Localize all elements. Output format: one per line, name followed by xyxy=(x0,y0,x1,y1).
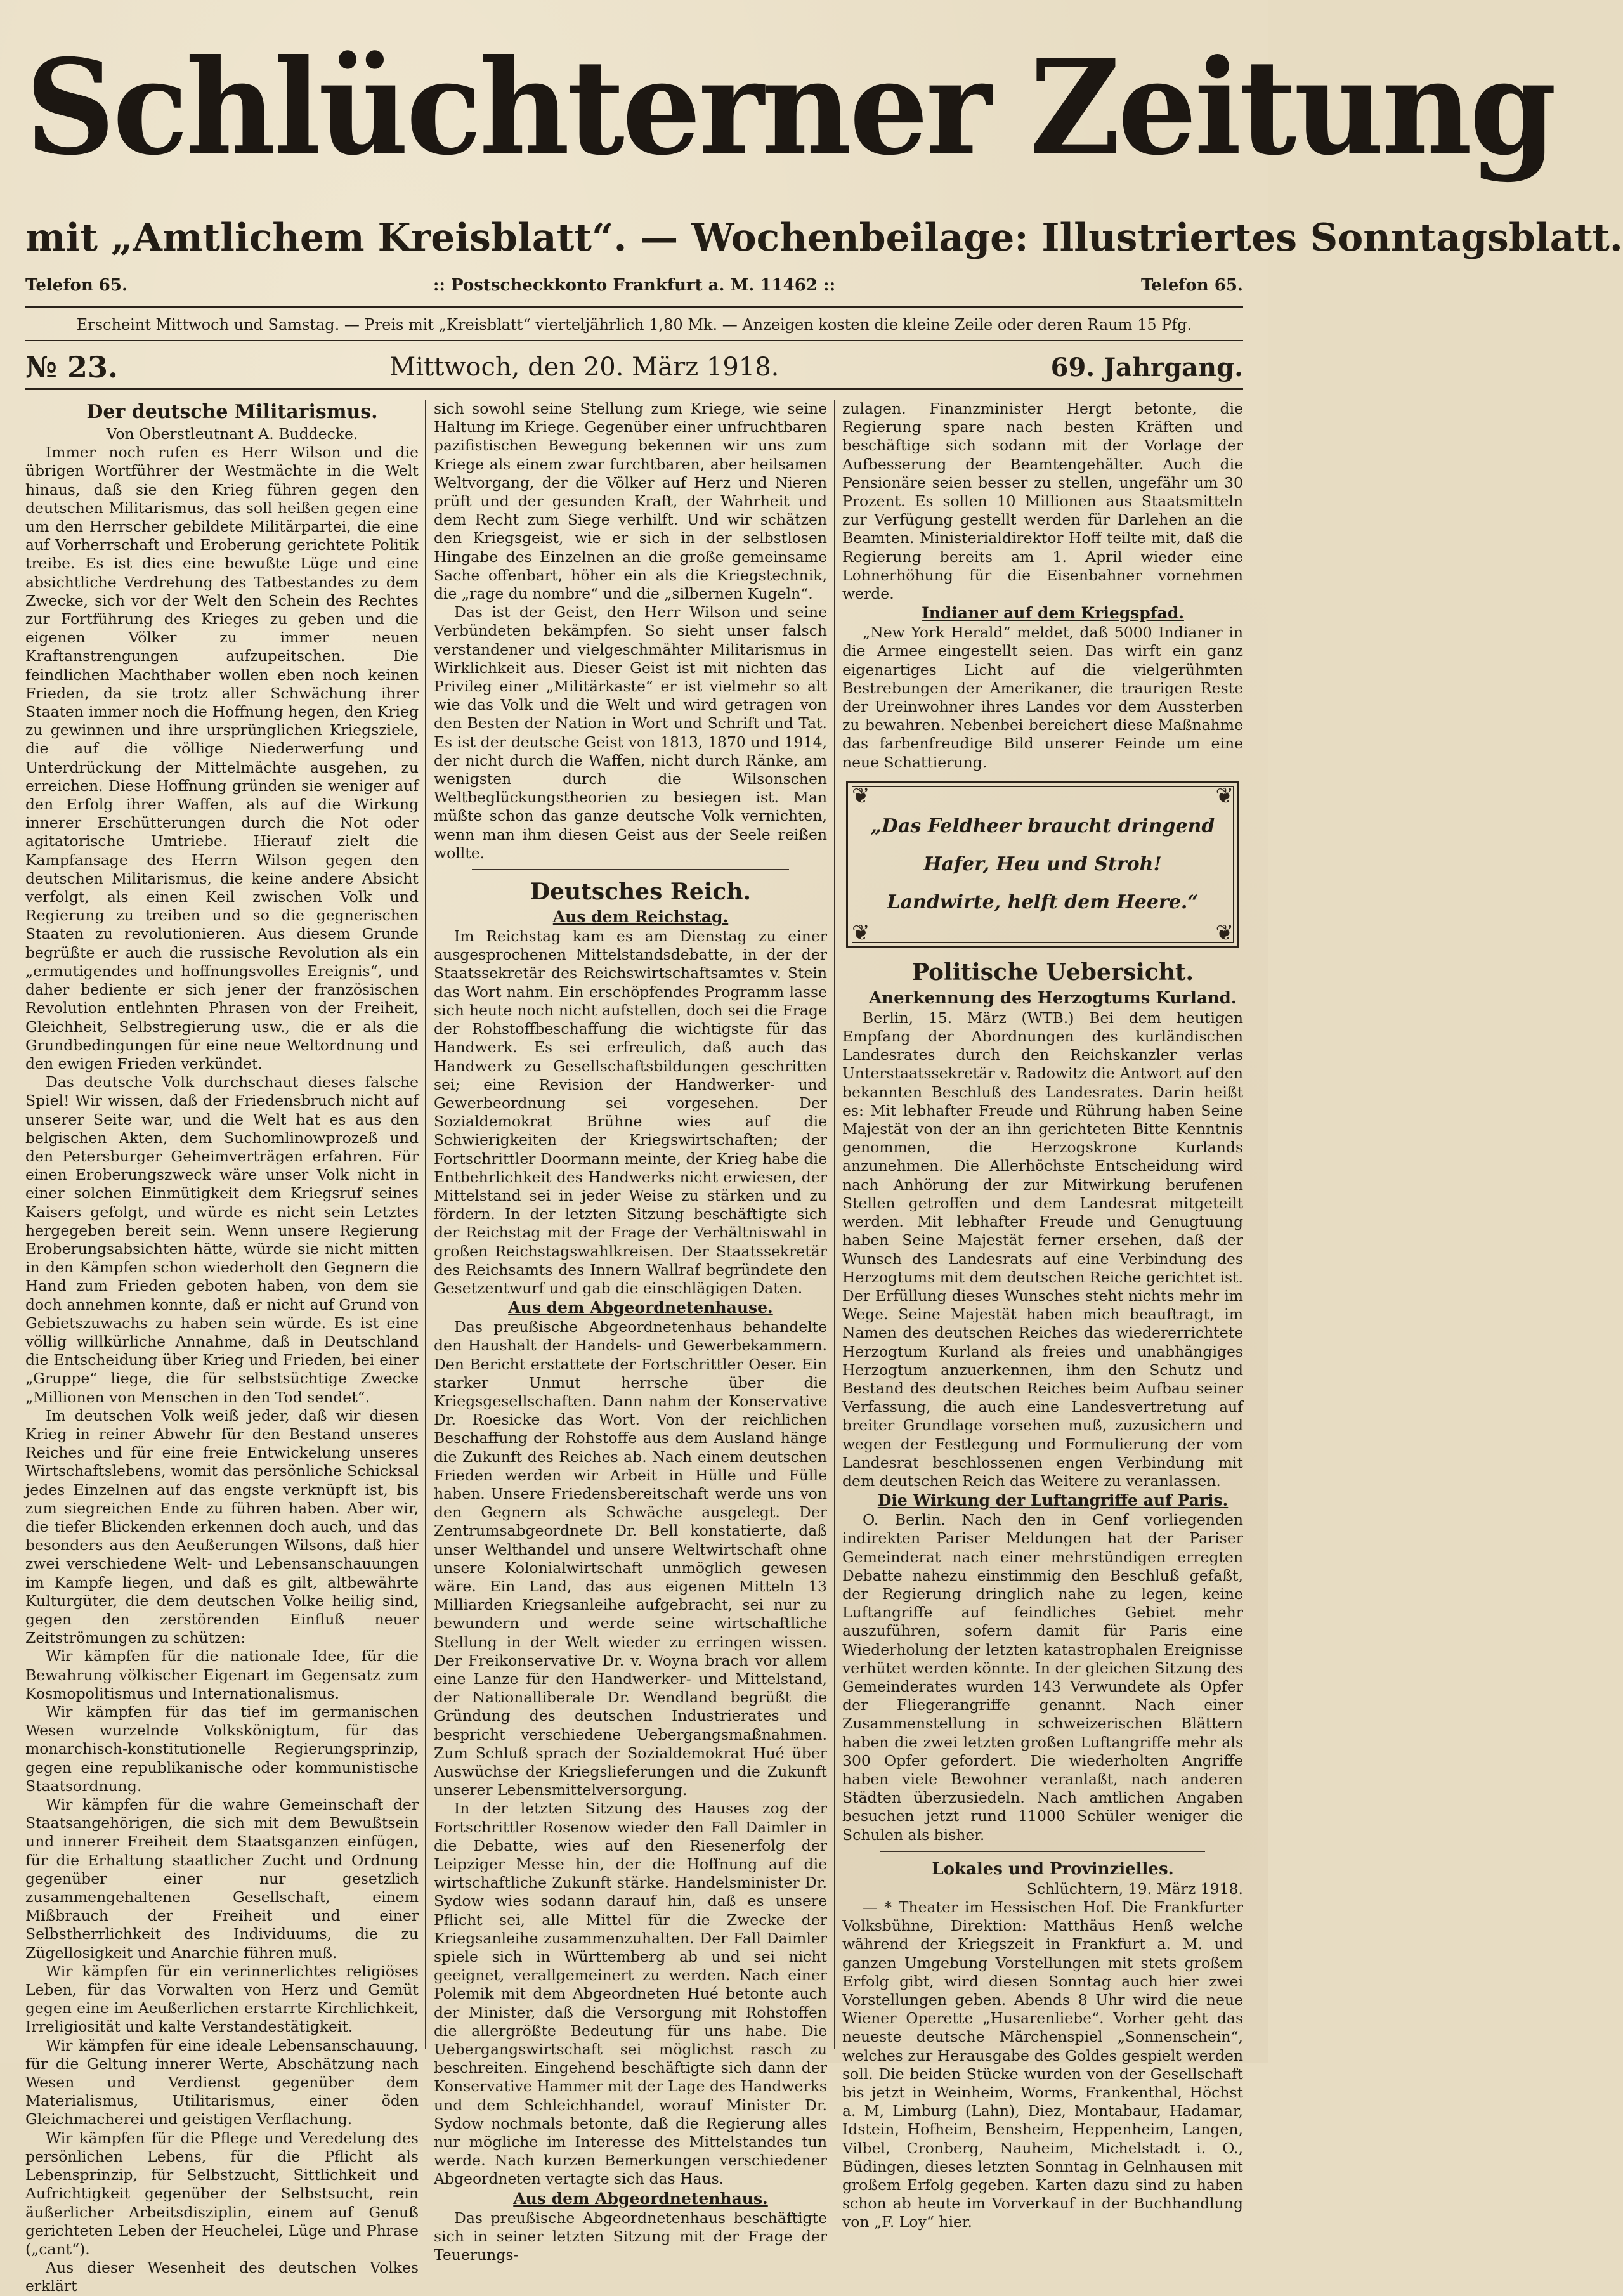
notice-line: „Das Feldheer braucht dringend xyxy=(870,814,1215,837)
issue-dateline xyxy=(25,349,1243,386)
paragraph: Im deutschen Volk weiß jeder, daß wir diesen Krieg in reiner Abwehr für den Bestand unseres Reiches und für eine freie Entwickelung unseres Wirtschaftslebens, womit das persönliche Schicksal jedes Einzelnen auf das engste verknüpft ist, bis zum siegreichen Ende zu führen haben. Aber wir, die tiefer Blickenden erkennen doch auch, und das besonders aus den Aeußerungen Wilsons, daß hier zwei verschiedene Welt- und Lebensanschauungen im Kampfe liegen, und daß es gilt, altbewährte Kulturgüter, die dem deutschen Volke heilig sind, gegen den zerstörenden Einfluß neuer Zeitströmungen zu schützen: xyxy=(25,1406,419,1647)
paragraph: Das ist der Geist, den Herr Wilson und seine Verbündeten bekämpfen. So sieht unser falsch verstandener und vielgeschmähter Militarismus in Wirklichkeit aus. Dieser Geist ist mit nichten das Privileg einer „Militärkaste“ er ist vielmehr so alt wie das Volk und die Welt und wird getragen von den Besten der Nation in Wort und Schrift und Tat. Es ist der deutsche Geist von 1813, 1870 und 1914, der nicht durch die Waffen, nicht durch Ränke, am wenigsten durch die Wilsonschen Weltbeglückungstheorien zu besiegen ist. Man müßte schon das ganze deutsche Volk vernichten, wenn man ihm diesen Geist aus der Seele reißen wollte. xyxy=(434,603,827,862)
masthead-subtitle: mit „Amtlichem Kreisblatt“. — Wochenbeilage: Illustriertes Sonntagsblatt. xyxy=(25,216,1623,260)
column-rule-1 xyxy=(425,400,426,2049)
postscheck-account: :: Postscheckkonto Frankfurt a. M. 11462 :: xyxy=(433,276,836,295)
paragraph: Wir kämpfen für die wahre Gemeinschaft der Staatsangehörigen, die sich mit dem Bewußtsein und innerer Freiheit dem Staatsganzen einfügen, für die Erhaltung staatlicher Zucht und Ordnung gegenüber einer nur gesetzlich zusammengehaltenen Gesellschaft, einem Mißbrauch der Freiheit und einer Selbstherrlichkeit des Individuums, die zu Zügellosigkeit und Anarchie führen muß. xyxy=(25,1796,419,1962)
paragraph: Wir kämpfen für die Pflege und Veredelung des persönlichen Lebens, für die Pflicht als Lebensprinzip, für Selbstzucht, Sittlichkeit und Aufrichtigkeit gegenüber der Selbstsucht, rein äußerlicher Arbeitsdisziplin, einem auf Genuß gerichteten Leben der Heuchelei, Lüge und Phrase („cant“). xyxy=(25,2129,419,2258)
paragraph: Immer noch rufen es Herr Wilson und die übrigen Wortführer der Westmächte in die Welt hinaus, daß sie den Krieg führen gegen den deutschen Militarismus, das soll heißen gegen eine um den Herrscher gebildete Militärpartei, die eine auf Vorherrschaft und Eroberung gerichtete Politik treibe. Es ist dies eine bewußte Lüge und eine absichtliche Verdrehung des Tatbestandes zu dem Zwecke, sich vor der Welt den Schein des Rechtes zur Fortführung des Krieges zu geben und die eigenen Völker zu immer neuen Kraftanstrengungen aufzupeitschen. Die feindlichen Machthaber wollen eben noch keinen Frieden, da sie trotz aller Schwächung ihrer Staaten immer noch die Hoffnung hegen, den Krieg zu gewinnen und ihre ursprünglichen Kriegsziele, die auf die völlige Niederwerfung und Unterdrückung der Mittelmächte ausgehen, zu erreichen. Diese Hoffnung gründen sie weniger auf den Erfolg ihrer Waffen, als auf die Wirkung innerer Erschütterungen durch die Not oder agitatorische Umtriebe. Hierauf zielt die Kampfansage des Herrn Wilson gegen den deutschen Militarismus, die keine andere Absicht verfolgt, als einen Keil zwischen Volk und Regierung zu treiben und so die gegnerischen Staaten zu revolutionieren. Aus diesem Grunde begrüßte er auch die russische Revolution als ein „ermutigendes und hoffnungsvolles Ereignis“, und daher bediente er sich jener der französischen Revolution entlehnten Phrasen von der Freiheit, Gleichheit, Selbstregierung usw., die er als die Grundbedingungen für eine neue Weltordnung und den ewigen Frieden verkündet. xyxy=(25,443,419,1073)
ornamental-notice-box xyxy=(846,781,1239,948)
rule-top xyxy=(25,306,1243,308)
paragraph: Das preußische Abgeordnetenhaus behandelte den Haushalt der Handels- und Gewerbekammern. Den Bericht erstattete der Fortschrittler Oeser. Ein starker Unmut herrsche über die Kriegsgesellschaften. Dann nahm der Konservative Dr. Roesicke das Wort. Von der reichlichen Beschaffung der Rohstoffe aus dem Ausland hänge die Zukunft des Reiches ab. Nach einem deutschen Frieden werden wir Arbeit in Hülle und Fülle haben. Unsere Friedensbereitschaft werde uns von den Gegnern als Schwäche ausgelegt. Der Zentrumsabgeordnete Dr. Bell konstatierte, daß unser Welthandel und unsere Weltwirtschaft ohne unsere Kolonialwirtschaft unmöglich gewesen wäre. Ein Land, das aus eigenen Mitteln 13 Milliarden Kriegsanleihe aufgebracht, sei nur zu bewundern und werde seine wirtschaftliche Stellung in der Welt wieder zu erringen wissen. Der Freikonservative Dr. v. Woyna brach vor allem eine Lanze für den Handwerker- und Mittelstand, der Nationalliberale Dr. Wendland begrüßt die Gründung des deutschen Industrierates und bespricht verschiedene Uebergangsmaßnahmen. Zum Schluß sprach der Sozialdemokrat Hué über Auswüchse der Kriegslieferungen und die Zukunft unserer Lebensmittelversorgung. xyxy=(434,1318,827,1799)
paragraph: sich sowohl seine Stellung zum Kriege, wie seine Haltung im Kriege. Gegenüber einer unfruchtbaren pazifistischen Bewegung bekennen wir uns zum Kriege als einem zwar furchtbaren, aber heilsamen Weltvorgang, der die Völker auf Herz und Nieren prüft und der gesunden Kraft, der Wahrheit und dem Recht zum Siege verhilft. Und wir schätzen den Kriegsgeist, wie er sich in der selbstlosen Hingabe des Einzelnen an die große gemeinsame Sache offenbart, höher ein als die Kriegstechnik, die „rage du nombre“ und die „silbernen Kugeln“. xyxy=(434,400,827,603)
column-rule-2 xyxy=(834,400,835,2049)
rule-dateline xyxy=(25,388,1243,390)
notice-line: Landwirte, helft dem Heere.“ xyxy=(887,890,1199,913)
subscription-terms: Erscheint Mittwoch und Samstag. — Preis mit „Kreisblatt“ vierteljährlich 1,80 Mk. — Anzeigen kosten die kleine Zeile oder deren Raum 15 Pfg. xyxy=(76,316,1192,334)
section-heading-deutsches-reich: Deutsches Reich. xyxy=(530,878,752,906)
telefon-right: Telefon 65. xyxy=(1140,276,1243,295)
subheading-reichstag: Aus dem Reichstag. xyxy=(552,908,729,927)
paragraph: „New York Herald“ meldet, daß 5000 Indianer in die Armee eingestellt seien. Das wirft ein ganz eigenartiges Licht auf die vielgerühmten Bestrebungen der Amerikaner, die traurigen Reste der Ureinwohner ihres Landes vor dem Aussterben zu bewahren. Nebenbei bereichert diese Maßnahme das farbenfreudige Bild unserer Feinde um eine neue Schattierung. xyxy=(842,623,1243,771)
separator xyxy=(880,1851,1205,1852)
paragraph: Das preußische Abgeordnetenhaus beschäftigte sich in seiner letzten Sitzung mit der Frage der Teuerungs- xyxy=(434,2208,827,2264)
column-3 xyxy=(842,400,1243,2231)
paragraph: Wir kämpfen für das tief im germanischen Wesen wurzelnde Volkskönigtum, für das monarchisch-konstitutionelle Regierungsprinzip, gegen eine republikanische oder kommunistische Staatsordnung. xyxy=(25,1703,419,1795)
newspaper-masthead: Schlüchterner Zeitung xyxy=(25,31,1555,185)
column-1 xyxy=(25,400,419,2295)
rule-terms xyxy=(25,340,1243,341)
ornament-corner-icon: ❦ xyxy=(852,920,870,946)
paragraph: zulagen. Finanzminister Hergt betonte, die Regierung spare nach besten Kräften und beschäftige sich sodann mit der Vorlage der Aufbesserung der Beamtengehälter. Auch die Pensionäre seien besser zu stellen, ungefähr um 30 Prozent. Es sollen 10 Millionen aus Staatsmitteln zur Verfügung gestellt werden für Darlehen an die Beamten. Ministerialdirektor Hoff teilte mit, daß die Regierung bereits am 1. April wieder eine Lohnerhöhung für die Eisenbahner vornehmen werde. xyxy=(842,400,1243,603)
paragraph: Wir kämpfen für ein verinnerlichtes religiöses Leben, für das Vorwalten von Herz und Gemüt gegen eine im Aeußerlichen erstarrte Kirchlichkeit, Irreligiosität und kalte Verstandestätigkeit. xyxy=(25,1962,419,2036)
article-byline: Von Oberstleutnant A. Buddecke. xyxy=(106,425,358,443)
telefon-left: Telefon 65. xyxy=(25,276,128,295)
ornament-corner-icon: ❦ xyxy=(1215,783,1234,809)
ornament-corner-icon: ❦ xyxy=(1215,920,1234,946)
subheading-kurland: Anerkennung des Herzogtums Kurland. xyxy=(869,988,1237,1008)
issue-number: № 23. xyxy=(25,350,119,384)
subheading-luftangriffe: Die Wirkung der Luftangriffe auf Paris. xyxy=(877,1491,1229,1510)
subheading-lokales: Lokales und Provinzielles. xyxy=(932,1859,1174,1879)
paragraph: Wir kämpfen für die nationale Idee, für die Bewahrung völkischer Eigenart im Gegensatz zum Kosmopolitismus und Internationalismus. xyxy=(25,1647,419,1702)
paragraph: O. Berlin. Nach den in Genf vorliegenden indirekten Pariser Meldungen hat der Pariser Gemeinderat nach einer mehrstündigen erregten Debatte nahezu einstimmig den Beschluß gefaßt, der Regierung dringlich nahe zu legen, keine Luftangriffe auf feindliches Gebiet mehr auszuführen, sofern damit für Paris eine Wiederholung der letzten katastrophalen Ereignisse verhütet werden könnte. In der gleichen Sitzung des Gemeinderates wurden 143 Verwundete als Opfer der Fliegerangriffe genannt. Nach einer Zusammenstellung in schweizerischen Blättern haben die zwei letzten großen Luftangriffe mehr als 300 Opfer gefordert. Die wiederholten Angriffe haben viele Bewohner veranlaßt, nach anderen Städten überzusiedeln. Nach amtlichen Angaben besuchen jetzt rund 11000 Schüler weniger die Schulen als bisher. xyxy=(842,1511,1243,1844)
contact-line xyxy=(25,273,1243,298)
volume-year: 69. Jahrgang. xyxy=(1050,352,1243,382)
ornament-corner-icon: ❦ xyxy=(852,783,870,809)
section-heading-politische-uebersicht: Politische Uebersicht. xyxy=(911,958,1194,986)
paragraph: Aus dieser Wesenheit des deutschen Volkes erklärt xyxy=(25,2259,419,2295)
paragraph: In der letzten Sitzung des Hauses zog der Fortschrittler Rosenow wieder den Fall Daimler in die Debatte, wies auf den Riesenerfolg der Leipziger Messe hin, der die Hoffnung auf die wirtschaftliche Zukunft stärke. Handelsminister Dr. Sydow wies sodann darauf hin, daß es unsere Pflicht sei, alle Mittel für die Zwecke der Kriegsanleihe zusammenzuhalten. Der Fall Daimler spiele sich in Württemberg ab und sei nicht geeignet, verallgemeinert zu werden. Nach einer Polemik mit dem Abgeordneten Hué betonte auch der Minister, daß die Versorgung mit Rohstoffen die allergrößte Bedeutung für uns habe. Die Uebergangswirtschaft sei möglichst rasch zu beschreiten. Eingehend beschäftigte sich dann der Konservative Hammer mit der Lage des Handwerks und dem Schleichhandel, worauf Minister Dr. Sydow nochmals betonte, daß die Regierung alles nur mögliche im Interesse des Mittelstandes tun werde. Nach kurzen Bemerkungen verschiedener Abgeordneten vertagte sich das Haus. xyxy=(434,1799,827,2188)
article-heading-militarismus: Der deutsche Militarismus. xyxy=(86,401,378,423)
subheading-abgeordnetenhaus: Aus dem Abgeordnetenhaus. xyxy=(513,2189,768,2208)
paragraph: Wir kämpfen für eine ideale Lebensanschauung, für die Geltung innerer Werte, Abschätzung nach Wesen und Verdienst gegenüber dem Materialismus, Utilitarismus, einer öden Gleichmacherei und geistigen Verflachung. xyxy=(25,2036,419,2129)
paragraph: Berlin, 15. März (WTB.) Bei dem heutigen Empfang der Abordnungen des kurländischen Landesrates durch den Reichskanzler verlas Unterstaatssekretär v. Radowitz die Antwort auf den bekannten Beschluß des Landesrates. Darin heißt es: Mit lebhafter Freude und Rührung haben Seine Majestät von der an ihn gerichteten Bitte Kenntnis genommen, die Herzogskrone Kurlands anzunehmen. Die Allerhöchste Entscheidung wird nach Anhörung der zur Mitwirkung berufenen Stellen getroffen und dem Landesrat mitgeteilt werden. Mit lebhafter Freude und Genugtuung haben Seine Majestät ferner ersehen, daß der Wunsch des Landesrats auf eine Verbindung des Herzogtums mit dem deutschen Reiche gerichtet ist. Der Erfüllung dieses Wunsches steht nichts mehr im Wege. Seine Majestät haben mich beauftragt, im Namen des deutschen Reiches das wiedererrichtete Herzogtum Kurland als freies und unabhängiges Herzogtum anzuerkennen, ihm den Schutz und Bestand des deutschen Reiches beim Aufbau seiner Verfassung, die auch eine Landesvertretung auf breiter Grundlage vorsehen muß, zuzusichern und wegen der Festlegung und Formulierung der vom Landesrat beschlossenen engen Verbindung mit dem deutschen Reich das Weitere zu veranlassen. xyxy=(842,1008,1243,1490)
issue-date: Mittwoch, den 20. März 1918. xyxy=(389,353,779,382)
paragraph: Das deutsche Volk durchschaut dieses falsche Spiel! Wir wissen, daß der Friedensbruch nicht auf unserer Seite war, und die Welt hat es aus den belgischen Akten, dem Suchomlinowprozeß und den Petersburger Geheimverträgen erfahren. Für einen Eroberungszweck wäre unser Volk nicht in einer solchen Einmütigkeit dem Kriegsruf seines Kaisers gefolgt, und würde es nicht sein Letztes hergegeben bereit sein. Wenn unsere Regierung Eroberungsabsichten hätte, würde sie nicht mitten in den Kämpfen schon wiederholt den Gegnern die Hand zum Frieden geboten haben, von dem sie doch annehmen konnte, daß er nicht auf Grund von Gebietszuwachs zu haben sein würde. Es ist eine völlig willkürliche Annahme, daß in Deutschland die Entscheidung über Krieg und Frieden, bei einer „Gruppe“ liege, die für selbstsüchtige Zwecke „Millionen von Menschen in den Tod sendet“. xyxy=(25,1073,419,1406)
subheading-abgeordnetenhause: Aus dem Abgeordnetenhause. xyxy=(508,1298,773,1317)
local-dateline: Schlüchtern, 19. März 1918. xyxy=(1026,1879,1243,1898)
paragraph: Im Reichstag kam es am Dienstag zu einer ausgesprochenen Mittelstandsdebatte, in der der Staatssekretär des Reichswirtschaftsamtes v. Stein das Wort nahm. Ein erschöpfendes Programm lasse sich heute noch nicht aufstellen, doch sei die Frage der Rohstoffbeschaffung die wichtigste für das Handwerk. Es sei erfreulich, daß auch das Handwerk zu Gesellschaftsbildungen geschritten sei; eine Revision der Handwerker- und Gewerbeordnung sei vorgesehen. Der Sozialdemokrat Brühne wies auf die Schwierigkeiten der Kriegswirtschaften; der Fortschrittler Doormann meinte, der Krieg habe die Entbehrlichkeit des Handwerks nicht erwiesen, der Mittelstand sei in jeder Weise zu stärken und zu fördern. In der letzten Sitzung beschäftigte sich der Reichstag mit der Frage der Verhältniswahl in großen Reichstagswahlkreisen. Der Staatssekretär des Reichsamts des Innern Wallraf begründete den Gesetzentwurf und gab die einschlägigen Daten. xyxy=(434,927,827,1297)
column-2 xyxy=(434,400,827,2264)
subheading-indianer: Indianer auf dem Kriegspfad. xyxy=(922,604,1184,623)
separator xyxy=(472,869,789,870)
paragraph: — * Theater im Hessischen Hof. Die Frankfurter Volksbühne, Direktion: Matthäus Henß welche während der Kriegszeit in Frankfurt a. M. und ganzen Umgebung Vorstellungen mit stets großem Erfolg gibt, wird diesen Sonntag auch hier zwei Vorstellungen geben. Abends 8 Uhr wird die neue Wiener Operette „Husarenliebe“. Vorher geht das neueste deutsche Märchenspiel „Sonnenschein“, welches zur Herausgabe des Goldes gespielt werden soll. Die beiden Stücke wurden von der Gesellschaft bis jetzt in Weinheim, Worms, Frankenthal, Höchst a. M, Limburg (Lahn), Diez, Montabaur, Hadamar, Idstein, Hofheim, Bensheim, Heppenheim, Langen, Vilbel, Cronberg, Nauheim, Michelstadt i. O., Büdingen, dieses letzten Sonntag in Gelnhausen mit großem Erfolg gegeben. Karten dazu sind zu haben schon ab heute im Vorverkauf in der Buchhandlung von „F. Loy“ hier. xyxy=(842,1898,1243,2231)
notice-line: Hafer, Heu und Stroh! xyxy=(923,852,1162,875)
